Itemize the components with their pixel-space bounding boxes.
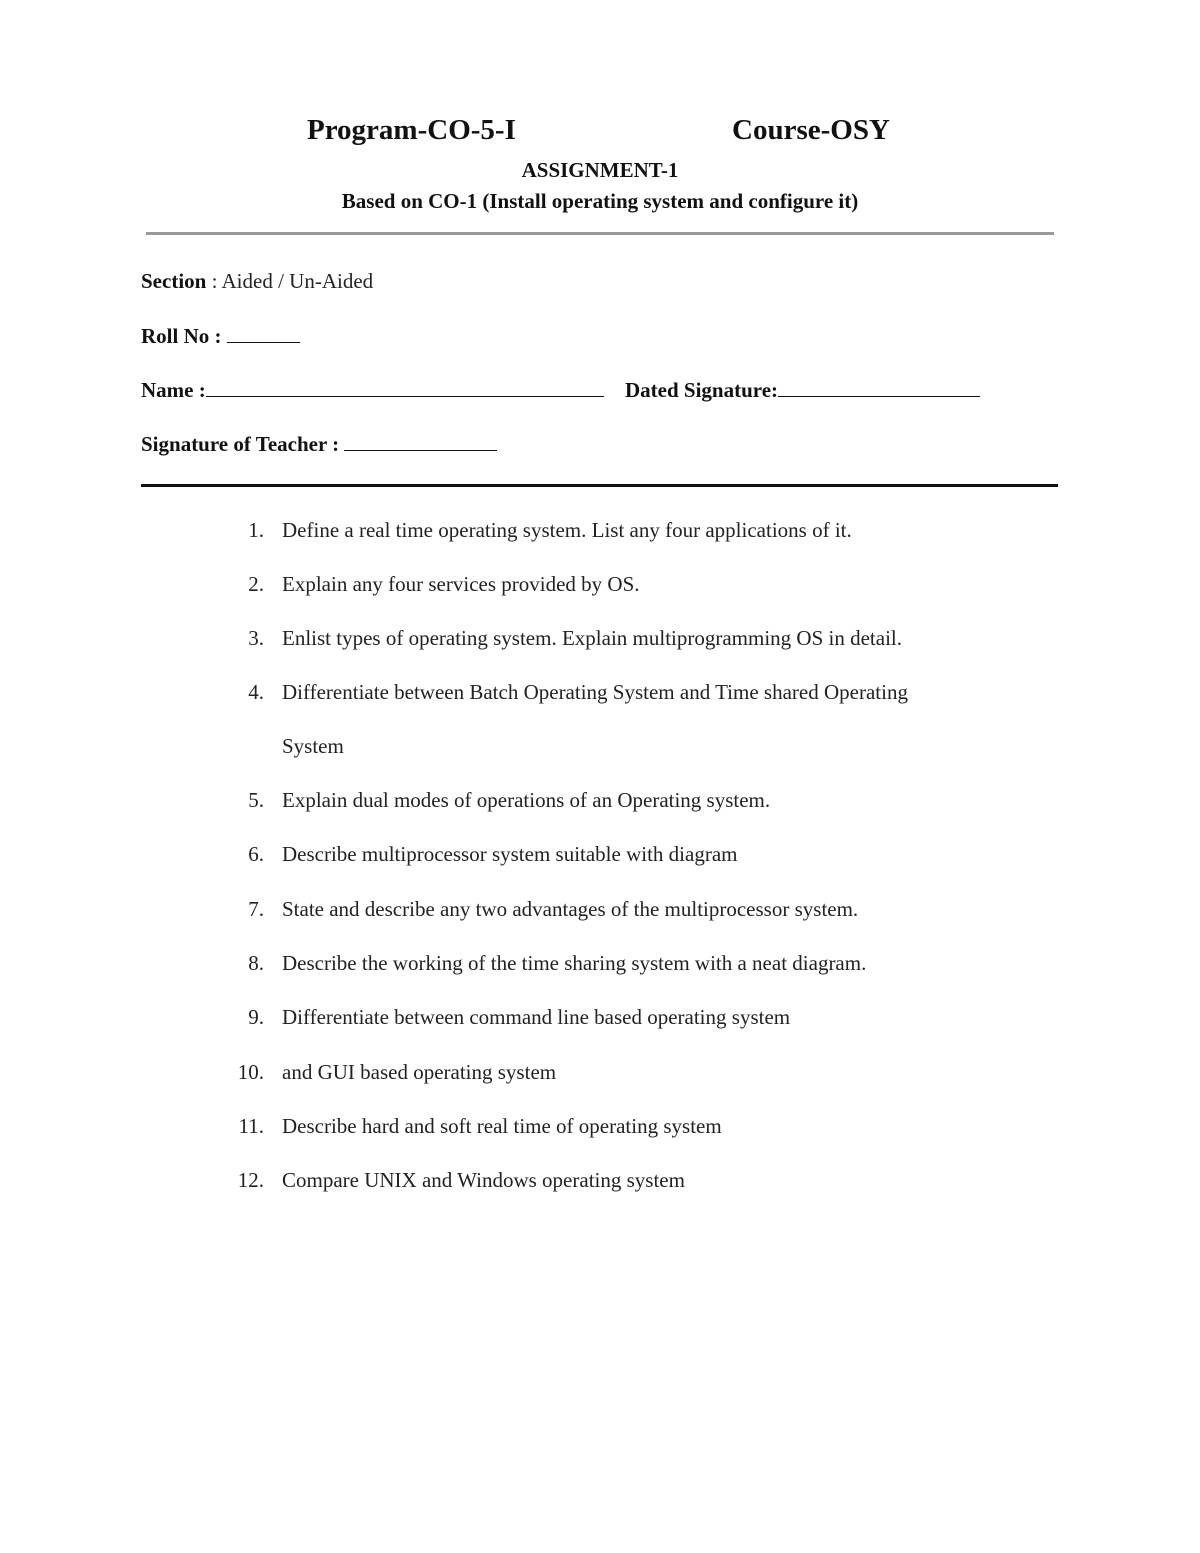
title-row: [0, 114, 1200, 154]
dated-signature-field: [625, 378, 980, 403]
roll-no-blank[interactable]: [227, 324, 300, 343]
question-number: 7.: [248, 897, 264, 921]
teacher-signature-blank[interactable]: [344, 432, 497, 451]
question-text: and GUI based operating system: [282, 1060, 557, 1084]
list-item: [0, 897, 1200, 927]
question-number: 9.: [248, 1005, 264, 1029]
name-field: [141, 378, 604, 403]
question-number: 1.: [248, 518, 264, 542]
list-item: [0, 1060, 1200, 1090]
name-blank[interactable]: [206, 378, 604, 397]
question-number: 8.: [248, 951, 264, 975]
question-text: Enlist types of operating system. Explain multiprogramming OS in detail.: [282, 626, 903, 650]
list-item: [0, 788, 1200, 818]
course-title: Course-OSY: [732, 114, 890, 146]
dated-signature-label: Dated Signature:: [625, 378, 779, 402]
program-title: Program-CO-5-I: [307, 114, 516, 146]
list-item: [0, 734, 1200, 764]
list-item: [0, 626, 1200, 656]
based-on-subtitle: Based on CO-1 (Install operating system and configure it): [341, 189, 859, 213]
question-number: 11.: [238, 1114, 264, 1138]
list-item: [0, 842, 1200, 872]
section-field: [141, 269, 373, 294]
question-text: Describe multiprocessor system suitable with diagram: [282, 842, 738, 866]
question-text: Explain any four services provided by OS.: [282, 572, 640, 596]
list-item: [0, 1168, 1200, 1198]
question-text: Describe the working of the time sharing system with a neat diagram.: [282, 951, 867, 975]
teacher-signature-label: Signature of Teacher :: [141, 432, 345, 456]
question-text: State and describe any two advantages of the multiprocessor system.: [282, 897, 859, 921]
question-number: 2.: [248, 572, 264, 596]
roll-no-label: Roll No :: [141, 324, 222, 348]
question-number: 3.: [248, 626, 264, 650]
roll-no-field: [141, 324, 300, 349]
question-number: 6.: [248, 842, 264, 866]
section-value: : Aided / Un-Aided: [206, 269, 374, 293]
question-text: Explain dual modes of operations of an Operating system.: [282, 788, 771, 812]
list-item: [0, 572, 1200, 602]
list-item: [0, 1114, 1200, 1144]
teacher-signature-field: [141, 432, 497, 457]
dated-signature-blank[interactable]: [778, 378, 980, 397]
question-text: Define a real time operating system. List any four applications of it.: [282, 518, 852, 542]
fields-divider: [141, 484, 1058, 487]
question-text: Differentiate between Batch Operating System and Time shared Operating: [282, 680, 908, 704]
section-label: Section: [141, 269, 207, 293]
header-divider: [146, 232, 1054, 235]
name-label: Name :: [141, 378, 206, 402]
list-item: [0, 951, 1200, 981]
question-text: Describe hard and soft real time of operating system: [282, 1114, 722, 1138]
question-text: Differentiate between command line based operating system: [282, 1005, 791, 1029]
question-number: 10.: [237, 1060, 264, 1084]
question-number: 5.: [248, 788, 264, 812]
list-item: [0, 1005, 1200, 1035]
question-text: Compare UNIX and Windows operating system: [282, 1168, 685, 1192]
question-number: 12.: [237, 1168, 264, 1192]
question-number: 4.: [248, 680, 264, 704]
assignment-heading: ASSIGNMENT-1: [521, 158, 679, 182]
question-text: System: [282, 734, 344, 758]
list-item: [0, 518, 1200, 548]
list-item: [0, 680, 1200, 710]
